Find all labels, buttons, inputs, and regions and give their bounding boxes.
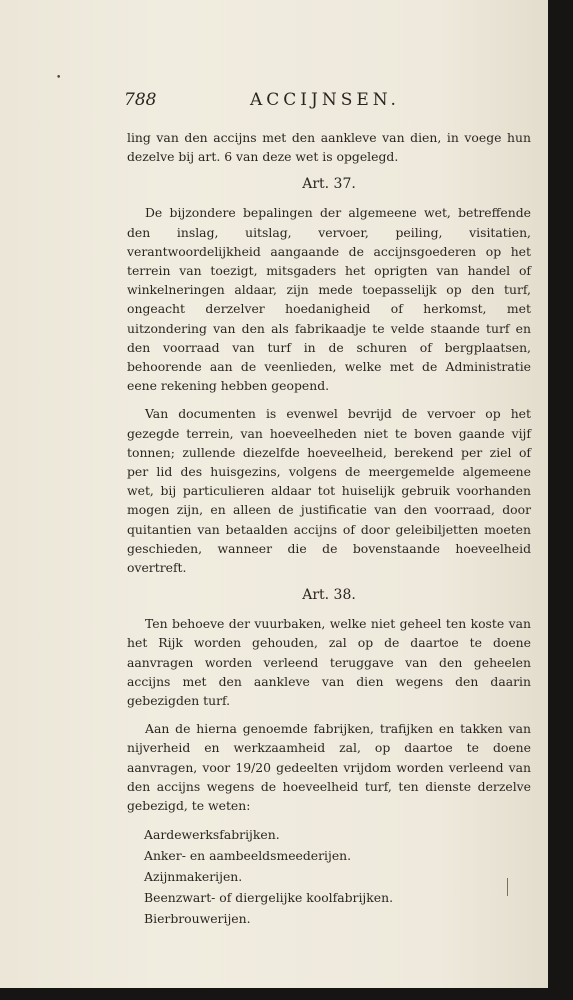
list-item: Anker- en aambeeldsmeederijen. [144, 848, 352, 864]
page-body [127, 128, 531, 929]
article-38-heading: Art. 38. [302, 587, 356, 604]
list-item: Beenzwart- of diergelijke koolfabrijken. [144, 890, 394, 906]
scan-edge-bottom [0, 988, 573, 1000]
running-head: ACCIJNSEN. [250, 90, 400, 110]
page-number: 788 [124, 90, 157, 110]
article-38-paragraph-1: Ten behoeve der vuurbaken, welke niet geheel ten koste van het Rijk worden gehouden, zal op de daartoe te doene aanvragen worden verleend teruggave van den geheelen accijns met den aankleve van dien wegens den daarin gebezigden turf. [127, 616, 531, 709]
industry-list [127, 824, 531, 929]
list-item: Bierbrouwerijen. [144, 911, 251, 927]
article-37-paragraph-1: De bijzondere bepalingen der algemeene wet, betreffende den inslag, uitslag, vervoer, peiling, visitatien, verantwoordelijkheid aangaande de accijnsgoederen op het terrein van toezigt, mitsgaders het oprigten van handel of winkelneringen aldaar, zijn mede toepasselijk op den turf, ongeacht derzelver hoedanigheid of herkomst, met uitzondering van den als fabrikaadje te velde staande turf en den voorraad van turf in de schuren of bergplaatsen, behoorende aan de veenlieden, welke met de Administratie eene rekening hebben geopend. [127, 205, 531, 394]
page-header [122, 88, 530, 116]
margin-mark: • [56, 73, 62, 83]
article-37-paragraph-2: Van documenten is evenwel bevrijd de vervoer op het gezegde terrein, van hoeveelheden niet te boven gaande vijf tonnen; zullende diezelfde hoeveelheid, berekend per ziel of per lid des huisgezins, volgens de meergemelde algemeene wet, bij particulieren aldaar tot huiselijk gebruik voorhanden mogen zijn, en alleen de justificatie van den voorraad, door quitantien van betaalden accijns of door geleibiljetten moeten geschieden, wanneer die de bovenstaande hoeveelheid overtreft. [127, 406, 531, 576]
continuation-paragraph: ling van den accijns met den aankleve van dien, in voege hun dezelve bij art. 6 van deze wet is opgelegd. [127, 130, 531, 165]
list-item: Azijnmakerijen. [144, 869, 243, 885]
article-37-heading: Art. 37. [302, 176, 356, 193]
margin-line [507, 878, 508, 896]
article-38-paragraph-2: Aan de hierna genoemde fabrijken, trafijken en takken van nijverheid en werkzaamheid zal, op daartoe te doene aanvragen, voor 19/20 gedeelten vrijdom worden verleend van den accijns wegens de hoeveelheid turf, ten dienste derzelve gebezigd, te weten: [127, 721, 531, 814]
list-item: Aardewerksfabrijken. [144, 827, 280, 843]
scan-edge-right [548, 0, 573, 1000]
